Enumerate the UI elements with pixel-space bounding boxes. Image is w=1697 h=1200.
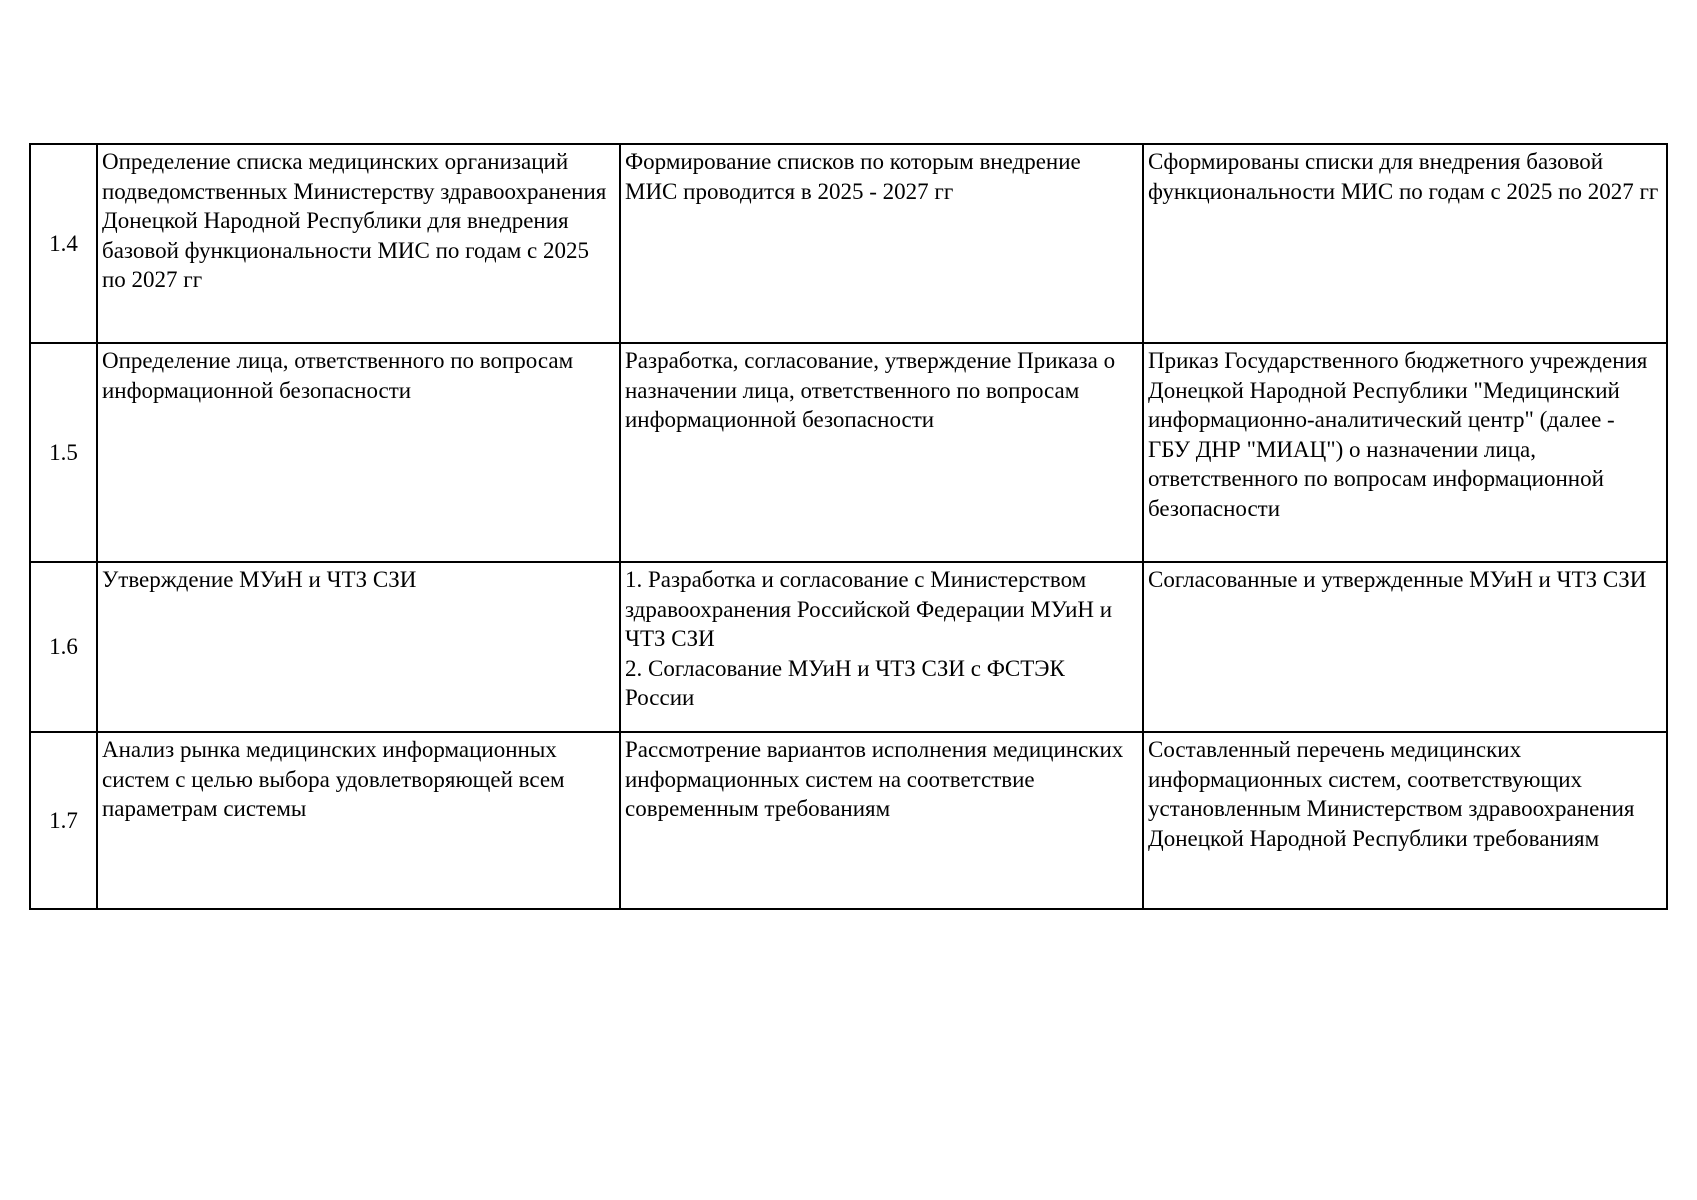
action-cell: Рассмотрение вариантов исполнения медицинских информационных систем на соответствие современным требованиям [620, 732, 1143, 909]
result-cell: Приказ Государственного бюджетного учреждения Донецкой Народной Республики "Медицинский информационно-аналитический центр" (далее - ГБУ ДНР "МИАЦ") о назначении лица, ответственного по вопросам информационной безопасности [1143, 343, 1667, 562]
row-number: 1.7 [30, 732, 97, 909]
event-cell: Утверждение МУиН и ЧТЗ СЗИ [97, 562, 620, 732]
event-cell: Определение лица, ответственного по вопросам информационной безопасности [97, 343, 620, 562]
row-number: 1.5 [30, 343, 97, 562]
result-cell: Составленный перечень медицинских информационных систем, соответствующих установленным Министерством здравоохранения Донецкой Народной Республики требованиям [1143, 732, 1667, 909]
table-row [30, 562, 1667, 732]
row-number: 1.6 [30, 562, 97, 732]
event-cell: Анализ рынка медицинских информационных систем с целью выбора удовлетворяющей всем параметрам системы [97, 732, 620, 909]
row-number: 1.4 [30, 144, 97, 343]
result-cell: Согласованные и утвержденные МУиН и ЧТЗ СЗИ [1143, 562, 1667, 732]
result-cell: Сформированы списки для внедрения базовой функциональности МИС по годам с 2025 по 2027 гг [1143, 144, 1667, 343]
action-cell: Формирование списков по которым внедрение МИС проводится в 2025 - 2027 гг [620, 144, 1143, 343]
table-row [30, 732, 1667, 909]
plan-table [29, 143, 1668, 910]
table-row [30, 343, 1667, 562]
action-cell: Разработка, согласование, утверждение Приказа о назначении лица, ответственного по вопросам информационной безопасности [620, 343, 1143, 562]
table-row [30, 144, 1667, 343]
event-cell: Определение списка медицинских организаций подведомственных Министерству здравоохранения Донецкой Народной Республики для внедрения базовой функциональности МИС по годам с 2025 по 2027 гг [97, 144, 620, 343]
action-cell: 1. Разработка и согласование с Министерством здравоохранения Российской Федерации МУиН и ЧТЗ СЗИ 2. Согласование МУиН и ЧТЗ СЗИ с ФСТЭК России [620, 562, 1143, 732]
